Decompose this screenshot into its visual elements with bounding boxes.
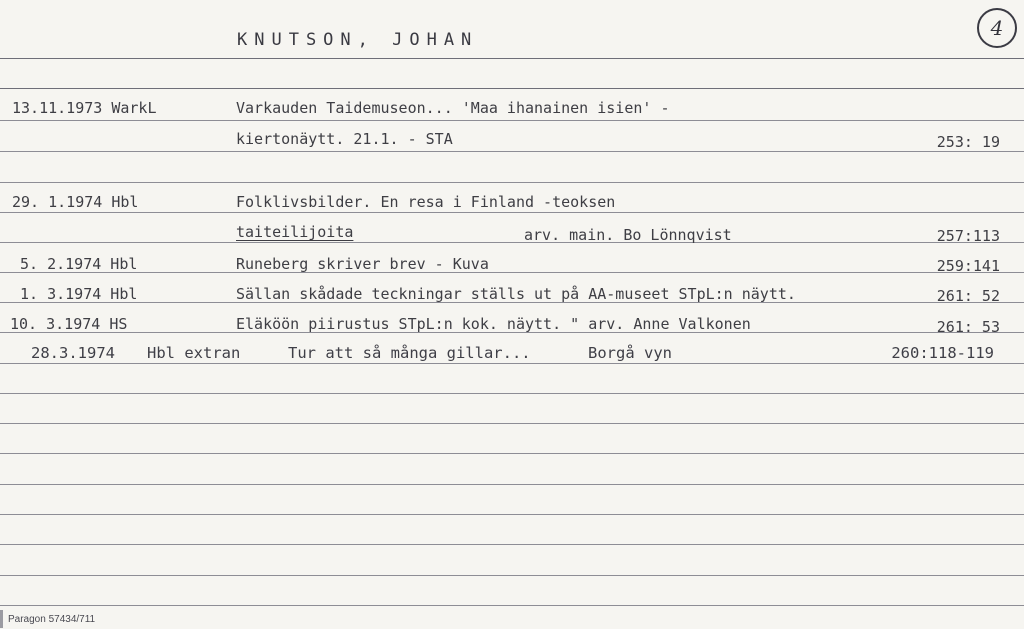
- rule-line: [0, 484, 1024, 485]
- entry-date: 28.3.1974: [31, 344, 115, 362]
- entry-page: 261: 52: [936, 287, 1000, 305]
- entry-author: arv. main. Bo Lönnqvist: [524, 226, 732, 244]
- rule-line: [0, 605, 1024, 606]
- entry-title-continued: taiteilijoita: [236, 223, 354, 241]
- card-header-name: KNUTSON, JOHAN: [237, 30, 479, 50]
- entry-page: 259:141: [936, 257, 1000, 275]
- rule-line: [0, 272, 1024, 273]
- entry-title: Eläköön piirustus STpL:n kok. näytt. " arv. Anne Valkonen: [236, 315, 751, 333]
- rule-line: [0, 212, 1024, 213]
- entry-title: Folklivsbilder. En resa i Finland -teoksen: [236, 193, 616, 211]
- entry-title: Tur att så många gillar...: [288, 344, 531, 362]
- card-edge-mark: [0, 610, 3, 628]
- rule-line: [0, 151, 1024, 152]
- entry-date: 1. 3.1974 Hbl: [20, 285, 138, 303]
- header-rule: [0, 58, 1024, 59]
- entry-title: Sällan skådade teckningar ställs ut på AA-museet STpL:n näytt.: [236, 285, 796, 303]
- entry-title: Varkauden Taidemuseon... 'Maa ihanainen isien' -: [236, 99, 670, 117]
- card-print-mark: Paragon 57434/711: [8, 614, 96, 625]
- rule-line: [0, 575, 1024, 576]
- entry-page: 260:118-119: [891, 344, 994, 362]
- rule-line: [0, 423, 1024, 424]
- card-number-circle: 4: [977, 8, 1017, 48]
- entry-page: 257:113: [936, 227, 1000, 245]
- rule-line: [0, 514, 1024, 515]
- header-rule-2: [0, 88, 1024, 89]
- entry-page: 253: 19: [936, 133, 1000, 151]
- entry-date: 5. 2.1974 Hbl: [20, 255, 138, 273]
- entry-date: 10. 3.1974 HS: [10, 315, 128, 333]
- rule-line: [0, 242, 1024, 243]
- rule-line: [0, 120, 1024, 121]
- entry-title: Runeberg skriver brev - Kuva: [236, 255, 489, 273]
- rule-line: [0, 393, 1024, 394]
- entry-date: 29. 1.1974 Hbl: [12, 193, 139, 211]
- rule-line: [0, 544, 1024, 545]
- rule-line: [0, 363, 1024, 364]
- entry-page: 261: 53: [936, 318, 1000, 336]
- entry-date: 13.11.1973 WarkL: [12, 99, 157, 117]
- rule-line: [0, 182, 1024, 183]
- entry-title-continued: kiertonäytt. 21.1. - STA: [236, 130, 453, 148]
- rule-line: [0, 453, 1024, 454]
- entry-place: Borgå vyn: [588, 344, 672, 362]
- entry-source: Hbl extran: [147, 344, 241, 362]
